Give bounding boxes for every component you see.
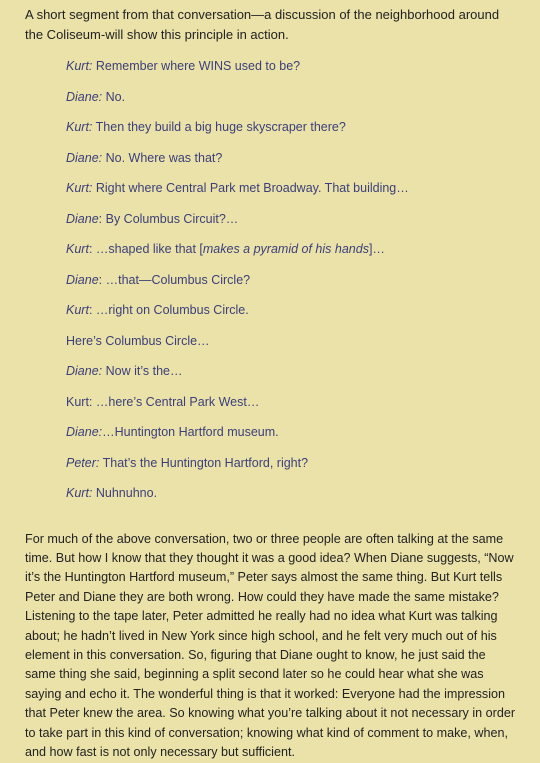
dialogue-text: Remember where WINS used to be? (92, 59, 301, 73)
speaker-name: Kurt (66, 303, 89, 317)
dialogue-text: Here’s Columbus Circle… (66, 333, 210, 348)
dialogue-text: No. (102, 89, 126, 104)
speaker-name: Peter: (66, 455, 100, 470)
dialogue-text: Right where Central Park met Broadway. That building… (92, 181, 409, 195)
dialogue-line (66, 151, 516, 182)
dialogue-line (66, 90, 516, 121)
body-paragraph: For much of the above conversation, two or three people are often talking at the same time. But how I know that they thought it was a good idea? When Diane suggests, “Now it’s the Huntington Hartford museum,” Peter says almost the same thing. But Kurt tells Peter and Diane they are both wrong. How could they have made the same mistake? Listening to the tape later, Peter admitted he really had no idea what Kurt was talking about; he hadn’t lived in New York since high school, and he felt very much out of his element in this conversation. So, figuring that Diane ought to know, he just said the same thing she said, beginning a split second later so he could hear what she was saying and echo it. The wonderful thing is that it worked: Everyone had the impression that Peter knew the area. So knowing what you’re talking about it not necessary in order to take part in this kind of conversation; knowing what kind of comment to make, when, and how fast is not only necessary but sufficient. (25, 531, 516, 759)
dialogue-line (66, 59, 516, 90)
dialogue-line (66, 486, 516, 517)
speaker-name: Diane: (66, 364, 103, 378)
dialogue-text: ]… (368, 242, 385, 256)
dialogue-text: : …that—Columbus Circle? (98, 272, 251, 287)
dialogue-line (66, 303, 516, 334)
dialogue-line (66, 364, 516, 395)
dialogue-text: That’s the Huntington Hartford, right? (99, 455, 309, 470)
dialogue-line (66, 212, 516, 243)
speaker-name: Kurt: (66, 59, 93, 73)
dialogue-text: Nuhnuhno. (92, 486, 158, 500)
speaker-name: Kurt: (66, 486, 93, 500)
speaker-name: Diane: (66, 89, 103, 104)
dialogue-text: Now it’s the… (102, 364, 183, 378)
dialogue-excerpt (66, 59, 516, 517)
dialogue-text: Then they build a big huge skyscraper there? (92, 120, 346, 134)
intro-paragraph: A short segment from that conversation—a discussion of the neighborhood around the Coliseum-will show this principle in action. (25, 7, 500, 42)
speaker-name: Diane: (66, 150, 103, 165)
stage-direction: makes a pyramid of his hands (202, 242, 369, 256)
speaker-name: Diane (66, 272, 99, 287)
dialogue-line (66, 456, 516, 487)
dialogue-text: Kurt: …here’s Central Park West… (66, 394, 260, 409)
speaker-name: Kurt: (66, 181, 93, 195)
dialogue-line (66, 181, 516, 212)
dialogue-line (66, 273, 516, 304)
speaker-name: Kurt (66, 242, 89, 256)
dialogue-line (66, 425, 516, 456)
dialogue-line (66, 395, 516, 426)
dialogue-text: : By Columbus Circuit?… (98, 211, 239, 226)
dialogue-text: : …shaped like that [ (88, 242, 203, 256)
speaker-name: Diane (66, 211, 99, 226)
speaker-name: Kurt: (66, 120, 93, 134)
speaker-name: Diane: (66, 425, 103, 439)
dialogue-text: …Huntington Hartford museum. (102, 425, 279, 439)
dialogue-line (66, 242, 516, 273)
dialogue-line (66, 334, 516, 365)
dialogue-text: : …right on Columbus Circle. (88, 303, 249, 317)
dialogue-line (66, 120, 516, 151)
dialogue-text: No. Where was that? (102, 150, 223, 165)
